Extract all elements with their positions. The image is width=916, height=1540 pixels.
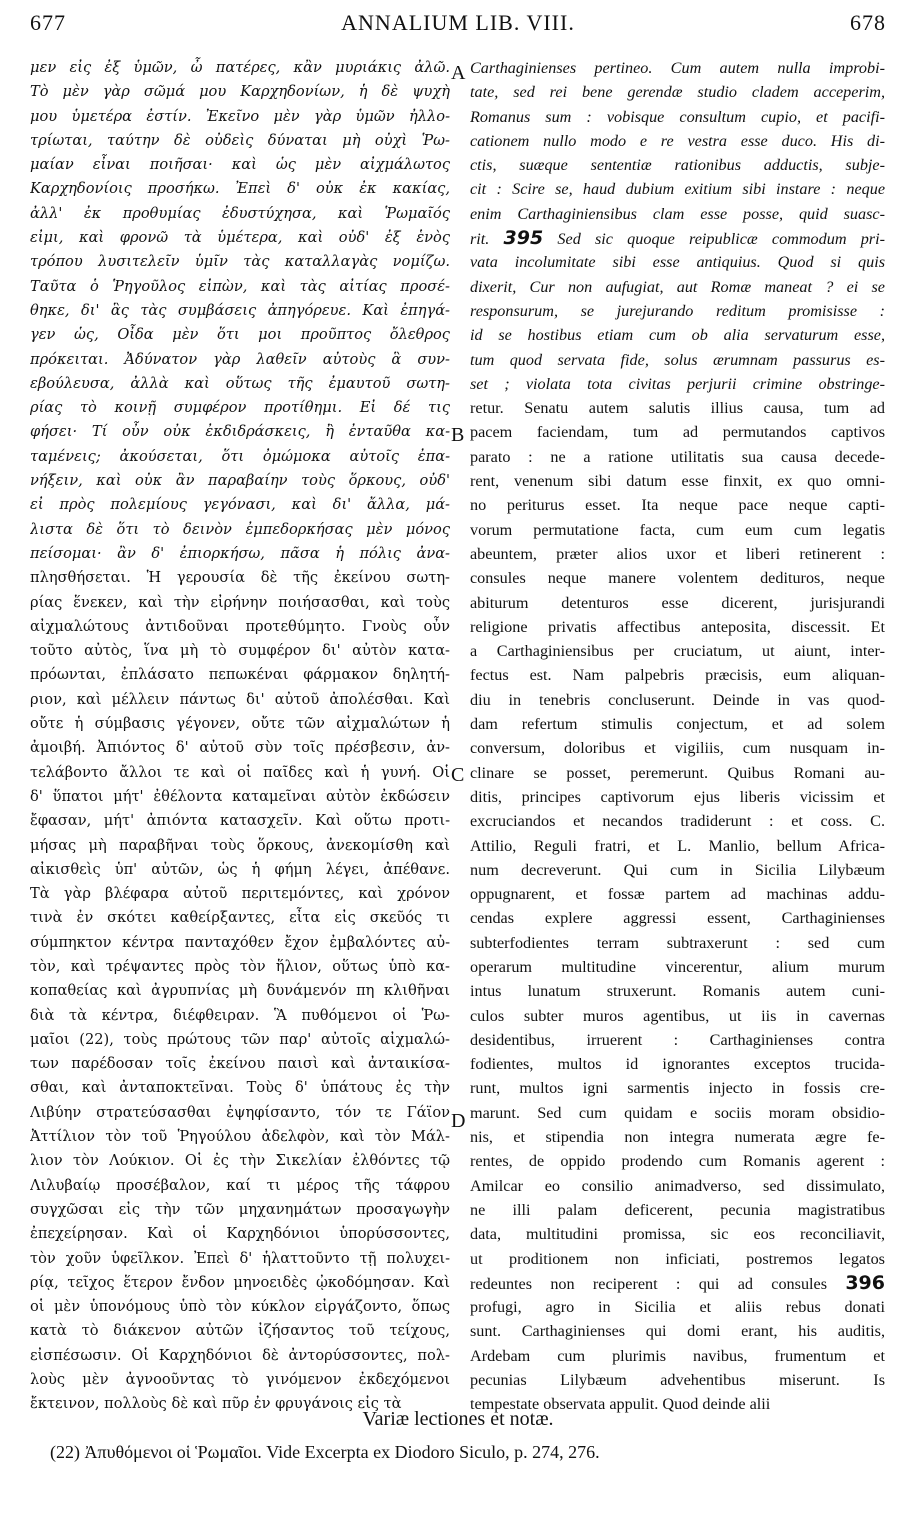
greek-text-line: Τὰ γὰρ βλέφαρα αὐτοῦ περιτεμόντες, καὶ χρόνον [30,885,450,903]
latin-text-line: no periturus esset. Ita neque pace neque capti- [470,496,885,515]
greek-text-line: οὔτε ἡ σύμβασις γέγονεν, οὔτε τῶν αἰχμαλώτων ἡ [30,715,450,733]
latin-text-line: Amilcar eo consilio animadverso, sed dissimulato, [470,1176,885,1195]
latin-text-line: tempestate observata appulit. Quod deinde alii [470,1395,771,1414]
page-number-right: 678 [850,10,886,35]
latin-text-line: ut proditionem non inficiati, postremos legatos [470,1249,885,1268]
greek-text-line: ταμένεις; ἀκούσεται, ὅτι ὀμώμοκα αὐτοῖς ἐπα- [30,447,450,465]
greek-text-line: γεν ὡς, Οἶδα μὲν ὅτι μοι προῦπτος ὄλεθρος [30,326,450,344]
greek-text-line: σθαι, καὶ ἀνταποκτεῖναι. Τοὺς δ' ὑπάτους ἐς τὴν [30,1079,450,1097]
greek-text-line: Καρχηδονίοις προσήκω. Ἐπεὶ δ' οὐκ ἐκ κακίας, [30,180,450,198]
notes-heading: Variæ lectiones et notæ. [362,1408,554,1430]
greek-text-line: νήξειν, καὶ οὐκ ἂν παραβαίην τοὺς ὅρκους, οὐδ' [30,472,450,490]
latin-text-line: cit : Scire se, haud dubium exitium sibi instare : neque [470,180,885,199]
latin-text-line: rent, venenum sibi datum esse finxit, ex quo omni- [470,472,885,491]
greek-text-line: τὸν χοῦν ὑφεῖλκον. Ἐπεὶ δ' ἡλαττοῦντο τῇ πολυχει- [30,1249,450,1267]
latin-text-line: a Carthaginiensibus per cruciatum, ut aiunt, inter- [470,642,885,661]
greek-text-column [30,56,450,1417]
greek-text-line: συγχῶσαι εἰς τὴν τῶν μηχανημάτων προσαγωγὴν [30,1200,450,1218]
greek-text-line: Τὸ μὲν γὰρ σῶμά μου Καρχηδονίων, ἡ δὲ ψυχὴ [30,83,450,101]
edition-page-reference: 396 [845,1271,885,1294]
latin-text-line: pacem faciendam, tum ad permutandos captivos [470,423,885,442]
latin-text-line: enim Carthaginiensibus clam esse posse, quid suasc- [470,204,885,223]
latin-text-line: intus lunatum struxerunt. Romanis autem cuni- [470,982,885,1001]
latin-text-column [470,56,885,1417]
latin-text-line: tum quod servata fide, solus ærumnam passurus es- [470,350,885,369]
latin-text-line: runt, multos igni sarmentis injecto in fossis cre- [470,1079,885,1098]
latin-text-line: abeuntem, præter alios uxor et liberi retinerent : [470,544,885,563]
greek-text-line: ριον, καὶ μέλλειν πάντως δι' αὐτοῦ ἀπολέσθαι. Καὶ [30,690,450,708]
greek-text-line: φήσει· Τί οὖν οὐκ ἐκδιδράσκεις, ἢ ἐνταῦθα κα- [30,423,450,441]
greek-text-line: σύμπηκτον κέντρα πανταχόθεν ἔχον ἐμβαλόντες αὐ- [30,933,450,951]
greek-text-line: τινὰ ἐν σκότει καθείρξαντες, εἶτα εἰς σκεῦός τι [30,909,450,927]
greek-text-line: μαίαν εἶναι ποιῆσαι· καὶ ὡς μὲν αἰχμάλωτος [30,156,450,174]
greek-text-line: ἔφασαν, μήτ' ἀπιόντα κατασχεῖν. Καὶ οὕτω προτι- [30,812,450,830]
latin-text-line: sunt. Carthaginienses qui domi erant, his auditis, [470,1322,885,1341]
greek-text-line: ἀλλ' ἐκ προθυμίας ἐδυστύχησα, καὶ Ῥωμαῖός [30,204,450,222]
greek-text-line: εβούλευσα, ἀλλὰ καὶ οὕτως τῆς ἐμαυτοῦ σωτη- [30,374,450,392]
greek-text-line: λιον τὸν Λούκιον. Οἱ ἐς τὴν Σικελίαν ἐλθόντες τῷ [30,1152,450,1170]
margin-marker-a: A [451,62,466,84]
latin-text-line: operarum multitudine vincerentur, alium murum [470,957,885,976]
latin-text-line: set ; violata tota civitas perjurii crimine obstringe- [470,374,885,393]
greek-text-line: κοπαθείας καὶ ἀγρυπνίας μὴ δυνάμενόν πη κλιθῆναι [30,982,450,1000]
greek-text-line: διὰ τὰ κέντρα, διέφθειραν. Ἃ πυθόμενοι οἱ Ῥω- [30,1006,450,1024]
greek-text-line: Ἀττίλιον τὸν τοῦ Ῥηγούλου ἀδελφὸν, καὶ τὸν Μάλ- [30,1128,450,1146]
latin-text-line: profugi, agro in Sicilia et aliis rebus donati [470,1298,885,1317]
greek-text-line: πρόωνται, ἐπλάσατο πεπωκέναι φάρμακον δηλητή- [30,666,450,684]
footnote-22: (22) Ἀπυθόμενοι οἱ Ῥωμαῖοι. Vide Excerpta ex Diodoro Siculo, p. 274, 276. [50,1442,600,1462]
margin-marker-c: C [451,764,465,786]
greek-text-line: τρόπου λυσιτελεῖν ὑμῖν τὰς καταλλαγὰς νομίζω. [30,253,450,271]
page-number-left: 677 [30,10,66,35]
latin-text-line: dam refertum stimulis conjectum, et ad solem [470,715,885,734]
margin-marker-d: D [451,1110,466,1132]
greek-text-line: των παρέδοσαν τοῖς ἐκείνου παισὶ καὶ ἀνταικίσα- [30,1055,450,1073]
greek-text-line: Λιλυβαίῳ προσέβαλον, καί τι μέρος τῆς τάφρου [30,1176,450,1194]
greek-text-line: τοῦτο αὐτὸς, ἵνα μὴ τὸ συμφέρον δι' αὐτὸν κατα- [30,642,450,660]
greek-text-line: οἱ μὲν ὑπονόμους ὑπὸ τὸν κύκλον εἰργάζοντο, ὅπως [30,1298,450,1316]
greek-text-line: μαῖοι (22), τοὺς πρώτους τῶν παρ' αὐτοῖς αἰχμαλώ- [30,1030,450,1048]
greek-text-line: τρίωται, ταύτην δὲ οὐδεὶς δύναται μὴ οὐχὶ Ῥω- [30,131,450,149]
latin-text-line: cationem nullo modo e re vestra esse duco. His di- [470,131,885,150]
greek-text-line: κατὰ τὸ διάκενον αὐτῶν ἰζήσαντος τοῦ τείχους, [30,1322,450,1340]
latin-text-line: fodientes, multos id ignorantes exceptos trucida- [470,1055,885,1074]
latin-text-line: desidentibus, irruerent : Carthaginienses contra [470,1030,885,1049]
greek-text-line: ρίας τὸ κοινῇ συμφέρον προτίθημι. Εἰ δέ τις [30,399,450,417]
latin-text-line: rit. 395 Sed sic quoque reipublicæ commodum pri- [470,227,885,250]
greek-text-line: ρίας ἕνεκεν, καὶ τὴν εἰρήνην ποιήσασθαι, καὶ τοὺς [30,593,450,611]
latin-text-line: diu in tenebris concluserunt. Deinde in vas quod- [470,690,885,709]
latin-text-line: abiturum detenturos esse dicerent, jurisjurandi [470,593,885,612]
latin-text-line: clinare se posset, peremerunt. Quibus Romani au- [470,763,885,782]
greek-text-line: μου ὑμετέρα ἐστίν. Ἐκεῖνο μὲν γὰρ ὑμῶν ἠλλο- [30,107,450,125]
greek-text-line: μήσας μὴ παραβῆναι τοὺς ὅρκους, ἀνεκομίσθη καὶ [30,836,450,854]
greek-text-line: δ' ὕπατοι μήτ' ἐθέλοντα καταμεῖναι αὐτὸν ἐκδώσειν [30,787,450,805]
latin-text-line: vorum permutatione facta, cum eum cum legatis [470,520,885,539]
greek-text-line: εἰ πρὸς πολεμίους γεγόνασι, καὶ δι' ἄλλα, μά- [30,496,450,514]
latin-text-line: id se hostibus etiam cum ob alia servaturum esse, [470,326,885,345]
greek-text-line: αἰχμαλώτους ἀντιδοῦναι προτεθύμητο. Γνοὺς οὖν [30,617,450,635]
latin-text-line: ditis, principes captivorum ejus liberis vicissim et [470,787,885,806]
latin-text-line: parato : ne a ratione utilitatis sua causa decede- [470,447,885,466]
margin-marker-b: B [451,424,465,446]
latin-text-line: excruciandos et necandos tradiderunt : et coss. C. [470,812,885,831]
latin-text-line: redeuntes non reciperent : qui ad consules 396 [470,1271,885,1294]
greek-text-line: αἰκισθεὶς ὑπ' αὐτῶν, ὡς ἡ φήμη λέγει, ἀπέθανε. [30,860,450,878]
latin-text-line: subterfodientes terram subtraxerunt : sed cum [470,933,885,952]
latin-text-line: Carthaginienses pertineo. Cum autem nulla improbi- [470,59,885,77]
greek-text-line: τελάβοντο ἄλλοι τε καὶ οἱ παῖδες καὶ ἡ γυνή. Οἱ [30,763,450,781]
greek-text-line: ἔκτεινον, πολλοὺς δὲ καὶ πῦρ ἐν φρυγάνοις εἰς τὰ [30,1395,402,1413]
greek-text-line: πρόκειται. Ἀδύνατον γὰρ λαθεῖν αὐτοὺς ἃ συν- [30,350,450,368]
latin-text-line: responsurum, se jurejurando reditum promisisse : [470,301,885,320]
latin-text-line: ctis, suæque sententiæ rationibus adductis, subje- [470,156,885,175]
latin-text-line: vata incolumitate sibi esse antiquius. Quod si quis [470,253,885,272]
edition-page-reference: 395 [503,227,544,250]
latin-text-line: rentes, de oppido prodendo cum Romanis agerent : [470,1152,885,1171]
greek-text-line: λοὺς μὲν ἀγνοοῦντας τὸ γινόμενον ἐκδεχόμενοι [30,1371,450,1389]
latin-text-line: religione privatis affectibus anteposita, discessit. Et [470,617,885,636]
latin-text-line: Romanus sum : vobisque consultum cupio, et pacifi- [470,107,885,126]
greek-text-line: ἐπεχείρησαν. Καὶ οἱ Καρχηδόνιοι ὑπορύσσοντες, [30,1225,450,1243]
latin-text-line: culos subter muros agentibus, ut iis in cavernas [470,1006,885,1025]
latin-text-line: cendas explere aggressi essent, Carthaginienses [470,909,885,928]
greek-text-line: ἀμοιβή. Ἀπιόντος δ' αὐτοῦ σὺν τοῖς πρέσβεσιν, ἀν- [30,739,450,757]
greek-text-line: Λιβύην στρατεύσασθαι ἐψηφίσαντο, τόν τε Γάϊον [30,1103,450,1121]
greek-text-line: ρίᾳ, τεῖχος ἕτερον ἔνδον μηνοειδὲς ᾠκοδόμησαν. Καὶ [30,1273,450,1291]
latin-text-line: retur. Senatu autem salutis illius causa, tum ad [470,399,885,418]
latin-text-line: ne illi palam deficerent, pecunia magistratibus [470,1200,885,1219]
page-header [30,10,886,50]
latin-text-line: oppugnarent, et fossæ partem ad machinas addu- [470,885,885,904]
latin-text-line: dixerit, Cur non aufugiat, aut Romæ maneat ? ei se [470,277,885,296]
greek-text-line: λιστα δὲ ὅτι τὸ δεινὸν ἐμπεδορκήσας μὲν μόνος [30,520,450,538]
greek-text-line: πείσομαι· ἂν δ' ἐπιορκήσω, πᾶσα ἡ πόλις ἀνα- [30,544,450,562]
latin-text-line: fectus est. Nam palpebris præcisis, eum aliquan- [470,666,885,685]
greek-text-line: εἰσπέσωσιν. Οἱ Καρχηδόνιοι δὲ ἀντορύσσοντες, πολ- [30,1346,450,1364]
greek-text-line: πλησθήσεται. Ἡ γερουσία δὲ τῆς ἐκείνου σωτη- [30,569,450,587]
latin-text-line: tate, sed rei bene gerendæ studio cladem acceperim, [470,83,885,102]
latin-text-line: Attilio, Reguli fratri, et L. Manlio, bellum Africa- [470,836,885,855]
greek-text-line: εἰμι, καὶ φρονῶ τὰ ὑμέτερα, καὶ οὐδ' ἐξ ἑνὸς [30,229,450,247]
latin-text-line: marunt. Sed cum quidam e sociis moram obsidio- [470,1103,885,1122]
latin-text-line: nis, et stipendia non integra numerata ægre fe- [470,1128,885,1147]
latin-text-line: num decreverunt. Qui cum in Sicilia Lilybæum [470,860,885,879]
latin-text-line: pecunias Lilybæum advehentibus miserunt. Is [470,1371,885,1390]
greek-text-line: μεν εἰς ἐξ ὑμῶν, ὦ πατέρες, κἂν μυριάκις ἀλῶ. [30,59,450,76]
latin-text-line: consules neque manere volentem dedituros, neque [470,569,885,588]
greek-text-line: τὸν, καὶ τρέψαντες πρὸς τὸν ἥλιον, οὕτως ὑπὸ κα- [30,957,450,975]
greek-text-line: Ταῦτα ὁ Ῥηγοῦλος εἰπὼν, καὶ τὰς αἰτίας προσέ- [30,277,450,295]
greek-text-line: θηκε, δι' ἃς τὰς συμβάσεις ἀπηγόρευε. Καὶ ἐπηγά- [30,301,450,319]
latin-text-line: conversum, doloribus et vigiliis, cum nusquam in- [470,739,885,758]
running-title: ANNALIUM LIB. VIII. [341,10,575,35]
latin-text-line: data, multitudini promissa, sic eos reconciliavit, [470,1225,885,1244]
latin-text-line: Ardebam cum plurimis navibus, frumentum et [470,1346,885,1365]
